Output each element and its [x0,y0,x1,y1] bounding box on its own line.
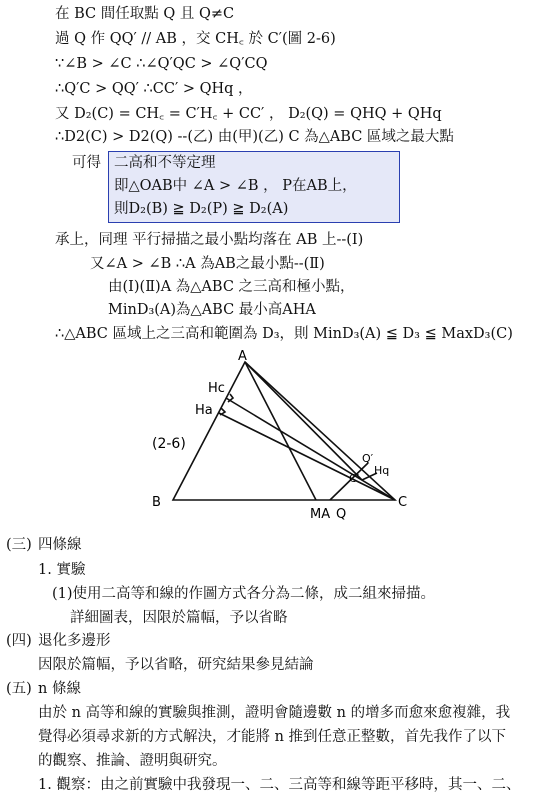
section-3-sub: 1. 實驗 [38,562,86,578]
section-3-title: 四條線 [38,537,82,553]
figure-2-6 [140,348,420,524]
text-line-1: 在 BC 間任取點 Q 且 Q≠C [55,6,235,22]
label-q: Q [336,507,347,522]
label-b: B [152,495,161,510]
text-line-6: ∴D2(C) > D2(Q) --(乙) 由(甲)(乙) C 為△ABC 區域之最大點 [55,129,454,145]
label-ha: Ha [195,403,213,418]
theorem-line-2: 則D₂(B) ≧ D₂(P) ≧ D₂(A) [114,201,289,217]
theorem-line-1: 即△OAB中 ∠A > ∠B ， P在AB上， [114,178,357,194]
label-c: C [398,495,408,510]
text-line-7: 承上，同理 平行掃描之最小點均落在 AB 上--(Ⅰ) [55,232,364,248]
text-line-3: ∵∠B > ∠C ∴∠Q′QC > ∠Q′CQ [55,56,268,72]
text-line-10: MinD₃(A)為△ABC 最小高AHA [108,302,316,318]
section-3-item: (1)使用二高等和線的作圖方式各分為二條，成二組來掃描。 [52,586,436,602]
section-5-para-1: 由於 n 高等和線的實驗與推測，證明會隨邊數 n 的增多而愈來愈複雜，我 [38,705,511,721]
section-4-number: (四) [6,633,32,649]
label-a: A [238,349,247,364]
section-5-title: n 條線 [38,681,81,697]
label-hc: Hc [208,381,225,396]
section-5-para-2: 覺得必須尋求新的方式解決，才能將 n 推到任意正整數，首先我作了以下 [38,729,507,745]
theorem-title: 二高和不等定理 [114,155,216,171]
text-line-9: 由(Ⅰ)(Ⅱ)A 為△ABC 之三高和極小點， [108,279,355,295]
section-5-para-4: 1. 觀察：由之前實驗中我發現一、二、三高等和線等距平移時，其一、二、 [38,777,521,793]
text-line-5: 又 D₂(C) = CH꜀ = C′H꜀ + CC′ ， D₂(Q) = QHQ + QHq [55,106,442,122]
section-4-text: 因限於篇幅，予以省略，研究結果參見結論 [38,657,314,673]
derive-label: 可得 [72,155,101,171]
section-5-para-3: 的觀察、推論、證明與研究。 [38,753,227,769]
altitude-cc [226,398,395,500]
section-3-note: 詳細圖表，因限於篇幅，予以省略 [70,610,288,626]
text-line-8: 又∠A > ∠B ∴A 為AB之最小點--(Ⅱ) [90,256,325,272]
label-qprime: Q′ [362,452,374,465]
theorem-box [108,151,400,223]
label-ma: MA [310,507,331,522]
section-5-number: (五) [6,681,32,697]
figure-caption: (2-6) [152,436,186,452]
section-4-title: 退化多邊形 [38,633,111,649]
label-cprime: C′ [349,472,360,485]
text-line-2: 過 Q 作 QQ′ // AB ，交 CH꜀ 於 C′(圖 2-6) [55,31,336,47]
text-line-4: ∴Q′C > QQ′ ∴CC′ > QHq ， [55,81,253,97]
text-line-11: ∴△ABC 區域上之三高和範圍為 D₃，則 MinD₃(A) ≦ D₃ ≦ MaxD₃(C) [55,326,513,342]
segment-a-cprime [245,362,362,480]
right-angle-hc [228,394,233,402]
section-3-number: (三) [6,537,32,553]
label-hq: Hq [374,464,390,477]
